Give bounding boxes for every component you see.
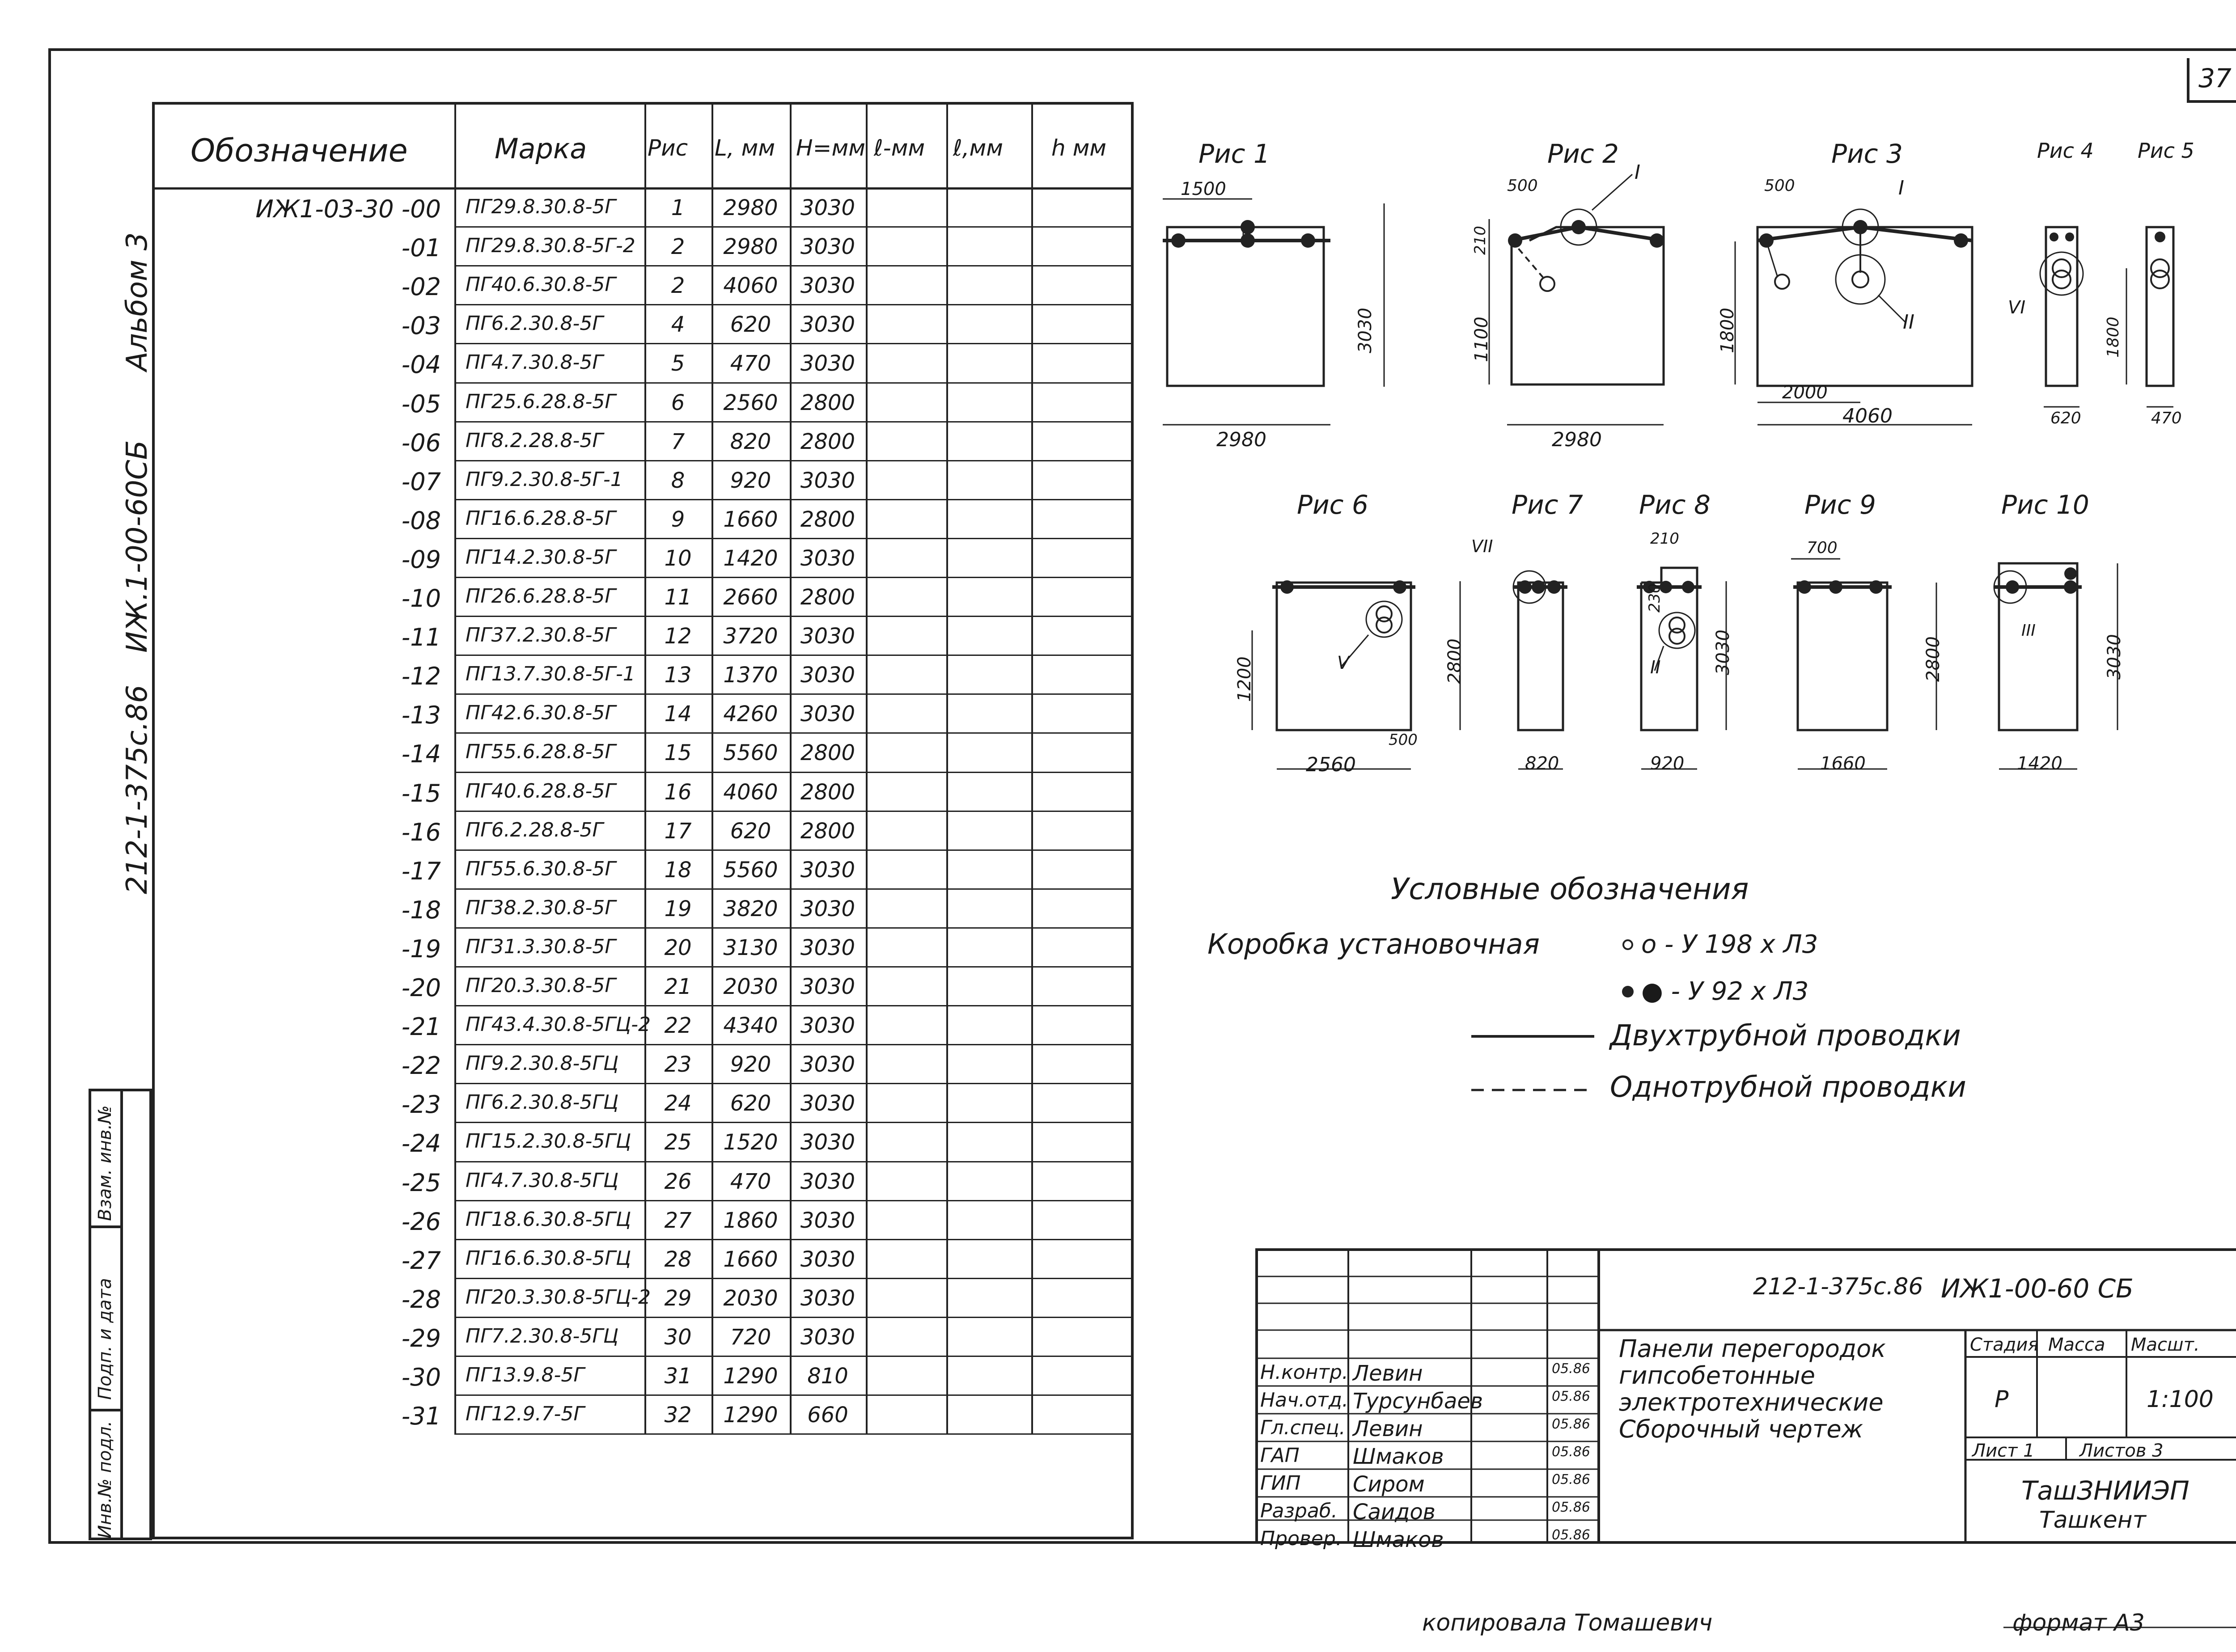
cell-mark: ПГ42.6.30.8-5Г [466, 701, 616, 725]
tb-name: Левин [1353, 1416, 1423, 1441]
tb-desc-4: Сборочный чертеж [1619, 1415, 1863, 1443]
cell-fig: 24 [664, 1091, 692, 1116]
cell-designation: -26 [401, 1207, 441, 1236]
cell-length: 5560 [723, 740, 778, 766]
cell-length: 920 [730, 1052, 771, 1077]
cell-designation: -30 [401, 1363, 441, 1391]
cell-fig: 6 [671, 390, 685, 415]
fig5-dim-470: 470 [2151, 409, 2182, 427]
cell-length: 5560 [723, 857, 778, 883]
cell-mark: ПГ40.6.28.8-5Г [466, 779, 616, 803]
fig7-mark: VII [1471, 537, 1493, 556]
cell-mark: ПГ14.2.30.8-5Г [466, 545, 616, 569]
cell-length: 3130 [723, 935, 778, 960]
cell-fig: 30 [664, 1324, 692, 1350]
header-mark: Марка [495, 132, 587, 165]
cell-height: 2800 [800, 740, 855, 766]
cell-mark: ПГ40.6.30.8-5Г [466, 273, 616, 296]
tb-name: Турсунбаев [1353, 1389, 1483, 1414]
fig5-dim-1800: 1800 [2104, 317, 2122, 358]
cell-length: 2030 [723, 974, 778, 999]
cell-designation: -07 [401, 467, 441, 496]
fig5-drawing [2126, 227, 2173, 407]
fig4-drawing [2040, 227, 2083, 407]
tb-desc-1: Панели перегородок [1619, 1335, 1886, 1363]
fig4-title: Рис 4 [2037, 139, 2094, 163]
cell-fig: 10 [664, 545, 692, 571]
legend-title: Условные обозначения [1391, 872, 1749, 906]
header-height: H=мм [796, 135, 865, 161]
fig2-drawing [1489, 174, 1664, 425]
cell-designation: -18 [401, 896, 441, 924]
cell-fig: 29 [664, 1285, 692, 1311]
cell-height: 3030 [800, 1091, 855, 1116]
tb-role: Н.контр. [1260, 1361, 1348, 1384]
fig9-dim-length: 1660 [1820, 753, 1866, 774]
tb-sheet: Лист 1 [1972, 1441, 2035, 1461]
cell-fig: 2 [671, 234, 685, 260]
fig3-mark-2: II [1903, 311, 1914, 334]
cell-fig: 20 [664, 935, 692, 960]
cell-mark: ПГ18.6.30.8-5ГЦ [466, 1208, 631, 1231]
fig6-dim-length: 2560 [1306, 753, 1356, 776]
legend-dashed-line: Однотрубной проводки [1610, 1071, 1966, 1104]
tb-name: Шмаков [1353, 1527, 1444, 1552]
cell-fig: 7 [671, 429, 685, 454]
fig8-mark: II [1650, 657, 1661, 678]
cell-height: 3030 [800, 195, 855, 220]
cell-length: 4060 [723, 779, 778, 805]
cell-mark: ПГ16.6.30.8-5ГЦ [466, 1246, 631, 1270]
cell-length: 3820 [723, 896, 778, 921]
cell-length: 2030 [723, 1285, 778, 1311]
tb-name: Левин [1353, 1361, 1423, 1386]
tb-org: ТашЗНИИЭП [2021, 1475, 2189, 1506]
cell-length: 4060 [723, 273, 778, 299]
cell-height: 3030 [800, 1169, 855, 1194]
cell-fig: 25 [664, 1130, 692, 1155]
cell-length: 620 [730, 818, 771, 844]
stamp-sign-date: Подп. и дата [95, 1278, 115, 1400]
fig3-mark-1: I [1898, 177, 1904, 199]
tb-date: 05.86 [1552, 1472, 1590, 1487]
header-designation: Обозначение [191, 132, 408, 169]
page-number: 37 [2198, 63, 2232, 93]
cell-height: 3030 [800, 545, 855, 571]
cell-length: 1290 [723, 1364, 778, 1389]
tb-stage-label: Стадия [1970, 1335, 2039, 1355]
cell-height: 3030 [800, 896, 855, 921]
cell-designation: -11 [401, 623, 441, 652]
cell-height: 3030 [800, 974, 855, 999]
tb-scale: 1:100 [2147, 1386, 2214, 1413]
fig9-dim-700: 700 [1807, 539, 1838, 557]
tb-name: Сиром [1353, 1472, 1425, 1497]
cell-height: 2800 [800, 390, 855, 415]
cell-length: 4260 [723, 701, 778, 727]
cell-length: 620 [730, 312, 771, 338]
header-h: h мм [1051, 135, 1107, 161]
cell-mark: ПГ26.6.28.8-5Г [466, 585, 616, 608]
cell-height: 810 [807, 1364, 848, 1389]
cell-fig: 15 [664, 740, 692, 766]
cell-mark: ПГ43.4.30.8-5ГЦ-2 [466, 1013, 651, 1036]
fig3-dim-500: 500 [1764, 177, 1795, 195]
cell-length: 470 [730, 351, 771, 376]
cell-fig: 18 [664, 857, 692, 883]
cell-designation: -02 [401, 273, 441, 301]
header-l1: ℓ-мм [874, 135, 925, 161]
tb-role: Провер. [1260, 1527, 1342, 1550]
stamp-replace-inv: Взам. инв.№ [95, 1105, 115, 1221]
cell-length: 2660 [723, 585, 778, 610]
tb-role: Гл.спец. [1260, 1416, 1346, 1439]
fig9-title: Рис 9 [1804, 490, 1876, 520]
album-label: Альбом 3 [121, 232, 154, 371]
fig10-dim-height: 3030 [2104, 634, 2125, 680]
cell-mark: ПГ20.3.30.8-5Г [466, 974, 616, 997]
cell-height: 3030 [800, 1285, 855, 1311]
cell-designation: -24 [401, 1129, 441, 1158]
cell-fig: 9 [671, 507, 685, 532]
cell-designation: -01 [401, 234, 441, 262]
cell-mark: ПГ13.9.8-5Г [466, 1364, 584, 1386]
cell-designation: -25 [401, 1168, 441, 1197]
cell-designation: -12 [401, 662, 441, 691]
tb-date: 05.86 [1552, 1389, 1590, 1404]
cell-height: 3030 [800, 273, 855, 299]
fig3-title: Рис 3 [1831, 139, 1903, 169]
fig7-drawing [1460, 571, 1567, 769]
tb-name: Шмаков [1353, 1444, 1444, 1469]
tb-desc-3: электротехнические [1619, 1388, 1884, 1416]
fig9-drawing [1791, 559, 1936, 769]
cell-length: 1370 [723, 663, 778, 688]
cell-mark: ПГ31.3.30.8-5Г [466, 935, 616, 958]
cell-length: 1420 [723, 545, 778, 571]
cell-fig: 2 [671, 273, 685, 299]
fig2-dim-500: 500 [1507, 177, 1538, 195]
cell-mark: ПГ55.6.28.8-5Г [466, 740, 616, 764]
fig9-dim-height: 2800 [1923, 636, 1944, 682]
cell-mark: ПГ15.2.30.8-5ГЦ [466, 1130, 631, 1153]
cell-fig: 17 [664, 818, 692, 844]
cell-designation: -23 [401, 1090, 441, 1119]
cell-designation: -14 [401, 740, 441, 769]
cell-designation: -09 [401, 545, 441, 574]
cell-mark: ПГ25.6.28.8-5Г [466, 390, 616, 413]
cell-length: 470 [730, 1169, 771, 1194]
fig6-title: Рис 6 [1297, 490, 1368, 520]
cell-height: 3030 [800, 468, 855, 493]
cell-designation: -10 [401, 584, 441, 613]
cell-length: 2980 [723, 195, 778, 220]
cell-designation: -27 [401, 1246, 441, 1275]
tb-date: 05.86 [1552, 1416, 1590, 1432]
fig2-dim-1100: 1100 [1471, 317, 1492, 362]
cell-height: 2800 [800, 818, 855, 844]
cell-mark: ПГ6.2.28.8-5Г [466, 818, 603, 841]
fig10-mark: III [2021, 621, 2036, 640]
cell-designation: -17 [401, 857, 441, 885]
cell-designation: -22 [401, 1052, 441, 1080]
cell-designation: -29 [401, 1324, 441, 1352]
cell-designation: -31 [401, 1402, 441, 1431]
cell-fig: 1 [671, 195, 685, 220]
cell-height: 660 [807, 1403, 848, 1428]
cell-designation: -06 [401, 428, 441, 457]
cell-fig: 32 [664, 1403, 692, 1428]
cell-designation: -19 [401, 934, 441, 963]
cell-height: 3030 [800, 624, 855, 649]
fig4-mark: VI [2008, 297, 2026, 318]
fig1-dim-height: 3030 [1355, 308, 1376, 353]
cell-fig: 13 [664, 663, 692, 688]
cell-fig: 12 [664, 624, 692, 649]
legend-box-label: Коробка установочная [1207, 928, 1540, 960]
fig2-mark: I [1635, 161, 1640, 184]
tb-role: ГИП [1260, 1472, 1301, 1495]
cell-mark: ПГ55.6.30.8-5Г [466, 857, 616, 880]
cell-fig: 22 [664, 1013, 692, 1039]
tb-date: 05.86 [1552, 1527, 1590, 1543]
legend-filled-circle: ● - У 92 х Л3 [1641, 977, 1809, 1006]
cell-height: 2800 [800, 779, 855, 805]
cell-mark: ПГ7.2.30.8-5ГЦ [466, 1324, 619, 1348]
cell-designation: -28 [401, 1285, 441, 1314]
cell-fig: 16 [664, 779, 692, 805]
tb-sheets: Листов 3 [2079, 1441, 2164, 1461]
cell-height: 3030 [800, 234, 855, 260]
cell-mark: ПГ13.7.30.8-5Г-1 [466, 663, 635, 686]
legend-solid-line: Двухтрубной проводки [1610, 1019, 1961, 1052]
cell-mark: ПГ4.7.30.8-5Г [466, 351, 603, 374]
cell-fig: 4 [671, 312, 685, 338]
cell-designation: -16 [401, 818, 441, 846]
fig2-dim-210: 210 [1471, 226, 1489, 255]
header-length: L, мм [715, 135, 775, 161]
cell-length: 920 [730, 468, 771, 493]
cell-mark: ПГ29.8.30.8-5Г-2 [466, 234, 635, 258]
cell-length: 1860 [723, 1208, 778, 1233]
legend-open-circle: о - У 198 х Л3 [1641, 930, 1818, 959]
cell-designation: -03 [401, 312, 441, 340]
fig6-mark: V [1337, 653, 1350, 673]
header-fig: Рис [648, 135, 688, 161]
tb-mass-label: Масса [2048, 1335, 2105, 1355]
cell-height: 3030 [800, 1130, 855, 1155]
fig4-dim: 620 [2050, 409, 2081, 427]
cell-height: 3030 [800, 351, 855, 376]
fig8-dim-length: 920 [1650, 753, 1685, 774]
fig1-drawing [1163, 199, 1384, 425]
cell-height: 2800 [800, 585, 855, 610]
stamp-inv-no: Инв.№ подл. [95, 1420, 115, 1538]
fig6-dim-1200: 1200 [1234, 656, 1255, 702]
cell-length: 2980 [723, 234, 778, 260]
fig2-dim-length: 2980 [1552, 428, 1602, 451]
fig8-dim-210: 210 [1650, 530, 1679, 548]
fig8-dim-230: 230 [1646, 583, 1664, 613]
cell-designation: -05 [401, 389, 441, 418]
cell-designation: -04 [401, 351, 441, 379]
cell-fig: 11 [664, 585, 692, 610]
tb-role: Разраб. [1260, 1500, 1338, 1522]
cell-designation: ИЖ1-03-30 -00 [255, 195, 441, 223]
fig8-title: Рис 8 [1639, 490, 1711, 520]
cell-length: 620 [730, 1091, 771, 1116]
cell-mark: ПГ12.9.7-5Г [466, 1403, 584, 1426]
cell-height: 2800 [800, 429, 855, 454]
fig2-title: Рис 2 [1547, 139, 1619, 169]
cell-fig: 27 [664, 1208, 692, 1233]
cell-length: 2560 [723, 390, 778, 415]
cell-length: 1520 [723, 1130, 778, 1155]
tb-series-code: 212-1-375с.86 [1753, 1273, 1923, 1300]
cell-height: 3030 [800, 857, 855, 883]
cell-length: 4340 [723, 1013, 778, 1039]
fig8-dim-height: 3030 [1713, 630, 1733, 675]
series-label: 212-1-375с.86 [121, 684, 154, 894]
cell-mark: ПГ6.2.30.8-5ГЦ [466, 1091, 619, 1114]
fig10-title: Рис 10 [2001, 490, 2089, 520]
cell-fig: 8 [671, 468, 685, 493]
cell-fig: 19 [664, 896, 692, 921]
cell-designation: -21 [401, 1013, 441, 1041]
cell-height: 2800 [800, 507, 855, 532]
tb-role: ГАП [1260, 1444, 1300, 1467]
tb-role: Нач.отд. [1260, 1389, 1348, 1411]
cell-mark: ПГ37.2.30.8-5Г [466, 624, 616, 647]
tb-date: 05.86 [1552, 1361, 1590, 1377]
fig5-title: Рис 5 [2138, 139, 2194, 163]
assembly-code-label: ИЖ.1-00-60СБ [121, 440, 154, 653]
cell-height: 3030 [800, 1052, 855, 1077]
cell-mark: ПГ16.6.28.8-5Г [466, 507, 616, 530]
footer-copied: копировала Томашевич [1422, 1610, 1713, 1636]
cell-length: 820 [730, 429, 771, 454]
cell-mark: ПГ8.2.28.8-5Г [466, 429, 603, 452]
fig1-dim-length: 2980 [1216, 428, 1266, 451]
cell-fig: 23 [664, 1052, 692, 1077]
tb-scale-label: Масшт. [2131, 1335, 2200, 1355]
fig3-dim-1800: 1800 [1717, 308, 1738, 353]
cell-fig: 26 [664, 1169, 692, 1194]
cell-fig: 28 [664, 1246, 692, 1272]
tb-name: Саидов [1353, 1500, 1436, 1525]
cell-length: 1660 [723, 507, 778, 532]
cell-fig: 14 [664, 701, 692, 727]
cell-designation: -20 [401, 974, 441, 1002]
cell-length: 1660 [723, 1246, 778, 1272]
fig7-dim-height: 2800 [1444, 638, 1465, 684]
cell-length: 1290 [723, 1403, 778, 1428]
cell-height: 3030 [800, 701, 855, 727]
header-l2: ℓ,мм [953, 135, 1003, 161]
cell-mark: ПГ9.2.30.8-5Г-1 [466, 468, 623, 491]
fig7-title: Рис 7 [1512, 490, 1583, 520]
cell-mark: ПГ4.7.30.8-5ГЦ [466, 1169, 619, 1192]
fig7-dim-length: 820 [1525, 753, 1559, 774]
tb-city: Ташкент [2039, 1507, 2146, 1534]
cell-mark: ПГ29.8.30.8-5Г [466, 195, 616, 218]
tb-date: 05.86 [1552, 1500, 1590, 1515]
cell-designation: -15 [401, 779, 441, 807]
cell-length: 720 [730, 1324, 771, 1350]
fig10-drawing [1994, 563, 2117, 769]
cell-height: 3030 [800, 663, 855, 688]
cell-height: 3030 [800, 1013, 855, 1039]
cell-mark: ПГ9.2.30.8-5ГЦ [466, 1052, 619, 1075]
cell-height: 3030 [800, 1324, 855, 1350]
cell-fig: 31 [664, 1364, 692, 1389]
fig10-dim-length: 1420 [2017, 753, 2062, 774]
cell-length: 3720 [723, 624, 778, 649]
cell-fig: 21 [664, 974, 692, 999]
fig3-dim-length: 4060 [1842, 405, 1893, 427]
tb-date: 05.86 [1552, 1444, 1590, 1460]
fig6-dim-500: 500 [1389, 731, 1418, 749]
tb-desc-2: гипсобетонные [1619, 1361, 1815, 1390]
tb-stage: Р [1995, 1386, 2009, 1413]
cell-fig: 5 [671, 351, 685, 376]
cell-designation: -13 [401, 701, 441, 730]
cell-height: 3030 [800, 935, 855, 960]
cell-designation: -08 [401, 506, 441, 535]
fig3-dim-2000: 2000 [1782, 382, 1828, 403]
cell-height: 3030 [800, 1208, 855, 1233]
fig1-title: Рис 1 [1198, 139, 1270, 169]
cell-height: 3030 [800, 312, 855, 338]
footer-format: формат А3 [2012, 1610, 2145, 1636]
fig1-dim-top: 1500 [1181, 179, 1226, 199]
cell-height: 3030 [800, 1246, 855, 1272]
cell-mark: ПГ6.2.30.8-5Г [466, 312, 603, 335]
cell-mark: ПГ38.2.30.8-5Г [466, 896, 616, 919]
tb-doc-code: ИЖ1-00-60 СБ [1941, 1273, 2134, 1304]
cell-mark: ПГ20.3.30.8-5ГЦ-2 [466, 1285, 651, 1309]
